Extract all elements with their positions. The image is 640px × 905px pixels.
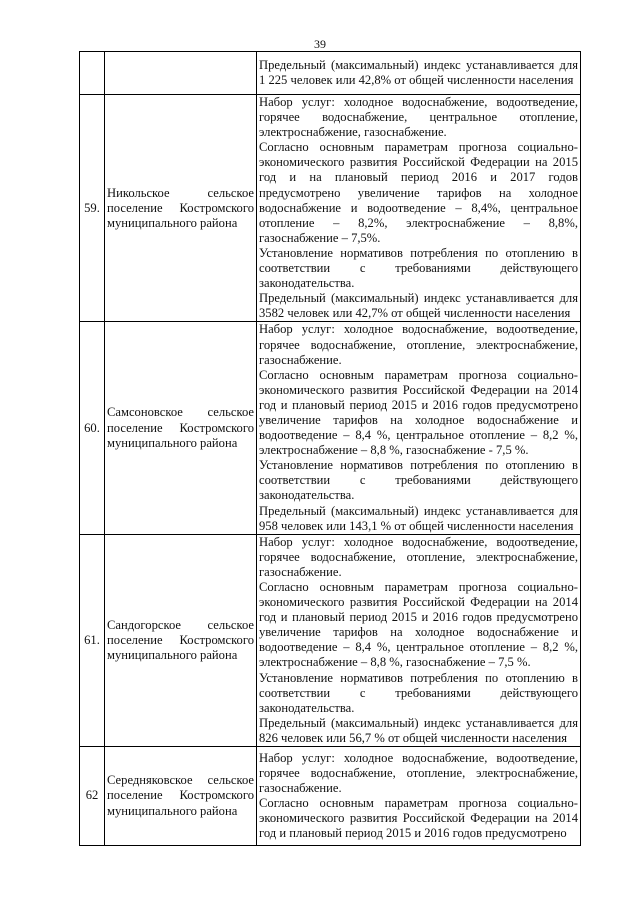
description-paragraph: Предельный (максимальный) индекс устанавливается для 1 225 человек или 42,8% от общей численности населения [259, 57, 578, 87]
forecast-paragraph: Согласно основным параметрам прогноза социально-экономического развития Российской Федерации на 2014 год и плановый период 2015 и 2016 годов предусмотрено [259, 796, 578, 841]
municipality-table [79, 51, 581, 846]
table-row [80, 747, 581, 846]
settlement-name: Сандогорское сельское поселение Костромского муниципального района [105, 534, 257, 746]
row-number: 60. [80, 322, 105, 534]
index-paragraph: Предельный (максимальный) индекс устанавливается для 958 человек или 143,1 % от общей численности населения [259, 503, 578, 533]
page-number: 39 [314, 37, 326, 51]
settlement-name: Середняковское сельское поселение Костромского муниципального района [105, 747, 257, 846]
services-paragraph: Набор услуг: холодное водоснабжение, водоотведение, горячее водоснабжение, отопление, электроснабжение, газоснабжение. [259, 534, 578, 579]
row-number: 59. [80, 95, 105, 322]
row-description [257, 747, 581, 846]
settlement-name: Самсоновское сельское поселение Костромского муниципального района [105, 322, 257, 534]
row-description [257, 534, 581, 746]
row-description [257, 322, 581, 534]
forecast-paragraph: Согласно основным параметрам прогноза социально-экономического развития Российской Федерации на 2014 год и плановый период 2015 и 2016 годов предусмотрено увеличение тарифов на холодное водоснабжение и водоотведение – 8,4 %, центральное отопление – 8,2 %, электроснабжение – 8,8 %, газоснабжение - 7,5 %. [259, 367, 578, 458]
table-row [80, 322, 581, 534]
row-description [257, 95, 581, 322]
settlement-name [105, 52, 257, 95]
index-paragraph: Предельный (максимальный) индекс устанавливается для 826 человек или 56,7 % от общей численности населения [259, 715, 578, 745]
norms-paragraph: Установление нормативов потребления по отоплению в соответствии с требованиями действующего законодательства. [259, 670, 578, 715]
services-paragraph: Набор услуг: холодное водоснабжение, водоотведение, горячее водоснабжение, отопление, электроснабжение, газоснабжение. [259, 322, 578, 367]
norms-paragraph: Установление нормативов потребления по отоплению в соответствии с требованиями действующего законодательства. [259, 245, 578, 291]
forecast-paragraph: Согласно основным параметрам прогноза социально-экономического развития Российской Федерации на 2014 год и плановый период 2015 и 2016 годов предусмотрено увеличение тарифов на холодное водоснабжение и водоотведение – 8,4 %, центральное отопление – 8,2 %, электроснабжение – 8,8 %, газоснабжение – 7,5 %. [259, 580, 578, 670]
table-row [80, 534, 581, 746]
index-paragraph: Предельный (максимальный) индекс устанавливается для 3582 человек или 42,7% от общей численности населения [259, 291, 578, 321]
settlement-name: Никольское сельское поселение Костромского муниципального района [105, 95, 257, 322]
row-number: 62 [80, 747, 105, 846]
table-row [80, 95, 581, 322]
table-row [80, 52, 581, 95]
services-paragraph: Набор услуг: холодное водоснабжение, водоотведение, горячее водоснабжение, центральное отопление, электроснабжение, газоснабжение. [259, 95, 578, 140]
norms-paragraph: Установление нормативов потребления по отоплению в соответствии с требованиями действующего законодательства. [259, 458, 578, 503]
row-number [80, 52, 105, 95]
row-number: 61. [80, 534, 105, 746]
services-paragraph: Набор услуг: холодное водоснабжение, водоотведение, горячее водоснабжение, отопление, электроснабжение, газоснабжение. [259, 750, 578, 795]
forecast-paragraph: Согласно основным параметрам прогноза социально-экономического развития Российской Федерации на 2015 год и на плановый период 2016 и 2017 годов предусмотрено увеличение тарифов на холодное водоснабжение и водоотведение – 8,4%, центральное отопление – 8,2%, электроснабжение – 8,8%, газоснабжение – 7,5%. [259, 140, 578, 245]
row-description [257, 52, 581, 95]
